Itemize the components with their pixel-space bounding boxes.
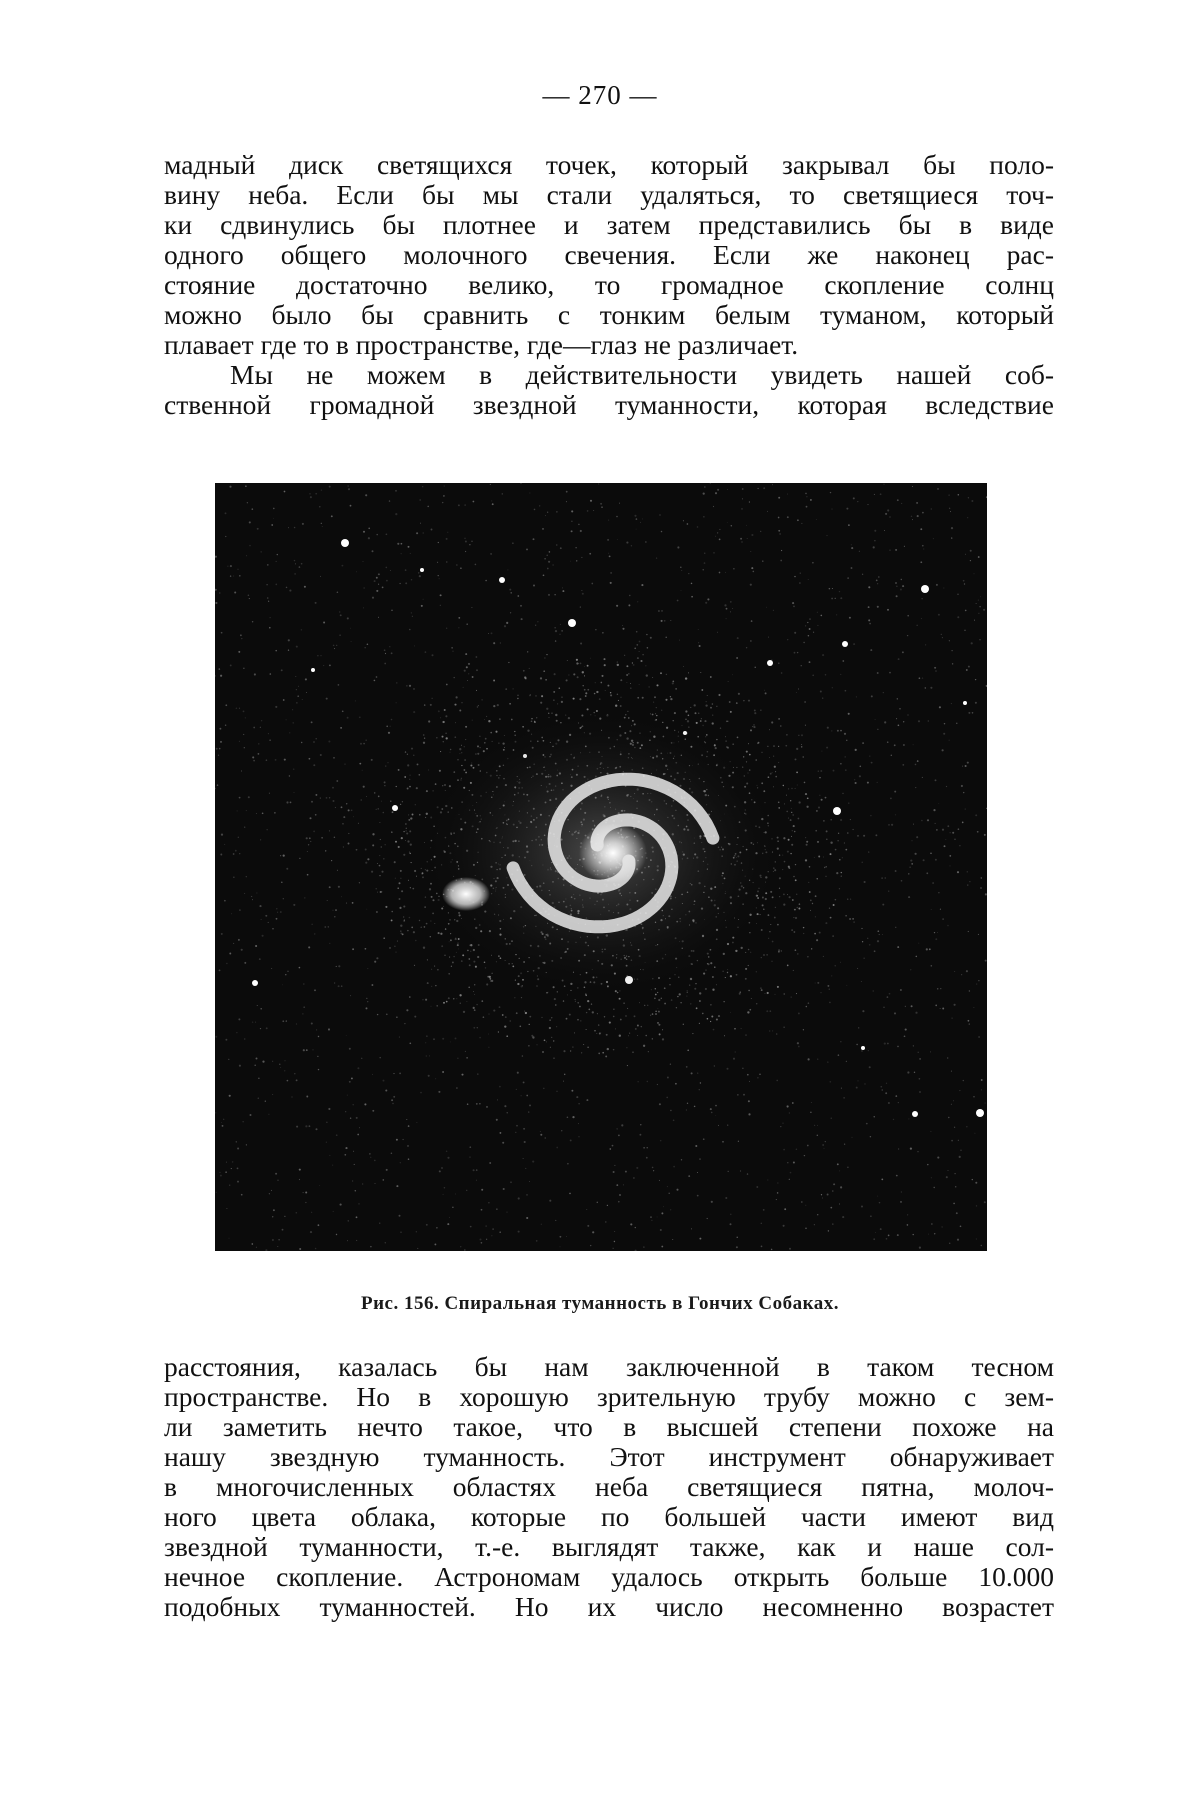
bright-star bbox=[912, 1111, 918, 1117]
nebula-core bbox=[579, 823, 647, 883]
bright-star bbox=[568, 619, 576, 627]
bright-star bbox=[311, 668, 315, 672]
text-line: расстояния, казалась бы нам заключенной в таком тесном bbox=[164, 1352, 1054, 1382]
text-line: подобных туманностей. Но их число несомненно возрастет bbox=[164, 1592, 1054, 1622]
text-line: одного общего молочного свечения. Если же наконец рас- bbox=[164, 240, 1054, 270]
text-line: звездной туманности, т.-е. выглядят также, как и наше сол- bbox=[164, 1532, 1054, 1562]
text-line: в многочисленных областях неба светящиеся пятна, молоч- bbox=[164, 1472, 1054, 1502]
bright-star bbox=[767, 660, 773, 666]
nebula-image bbox=[215, 483, 987, 1251]
bottom-paragraph bbox=[164, 1352, 1054, 1622]
top-paragraph bbox=[164, 150, 1054, 420]
bright-star bbox=[341, 539, 349, 547]
bright-star bbox=[861, 1046, 865, 1050]
text-line: нашу звездную туманность. Этот инструмент обнаруживает bbox=[164, 1442, 1054, 1472]
text-line: ли заметить нечто такое, что в высшей степени похоже на bbox=[164, 1412, 1054, 1442]
text-line: мадный диск светящихся точек, который закрывал бы поло- bbox=[164, 150, 1054, 180]
text-line: ки сдвинулись бы плотнее и затем представились бы в виде bbox=[164, 210, 1054, 240]
bright-star bbox=[963, 701, 967, 705]
bright-star bbox=[252, 980, 258, 986]
text-line: ного цвета облака, которые по большей части имеют вид bbox=[164, 1502, 1054, 1532]
bright-star bbox=[976, 1109, 984, 1117]
spiral-nebula-photo bbox=[215, 483, 987, 1251]
text-line: пространстве. Но в хорошую зрительную трубу можно с зем- bbox=[164, 1382, 1054, 1412]
bright-star bbox=[499, 577, 505, 583]
companion-nebula bbox=[442, 877, 490, 911]
text-line: ственной громадной звездной туманности, которая вследствие bbox=[164, 390, 1054, 420]
bright-star bbox=[392, 805, 398, 811]
text-line: Мы не можем в действительности увидеть нашей соб- bbox=[230, 360, 1054, 390]
text-line: вину неба. Если бы мы стали удаляться, то светящиеся точ- bbox=[164, 180, 1054, 210]
text-line: нечное скопление. Астрономам удалось открыть больше 10.000 bbox=[164, 1562, 1054, 1592]
bright-star bbox=[921, 585, 929, 593]
figure-caption: Рис. 156. Спиральная туманность в Гончих Собаках. bbox=[360, 1293, 840, 1314]
page-number: — 270 — bbox=[542, 80, 658, 110]
bright-star bbox=[842, 641, 848, 647]
text-line: плавает где то в пространстве, где—глаз не различает. bbox=[164, 330, 799, 360]
text-line: можно было бы сравнить с тонким белым туманом, который bbox=[164, 300, 1054, 330]
bright-star bbox=[420, 568, 424, 572]
text-line: стояние достаточно велико, то громадное скопление солнц bbox=[164, 270, 1054, 300]
bright-star bbox=[833, 807, 841, 815]
